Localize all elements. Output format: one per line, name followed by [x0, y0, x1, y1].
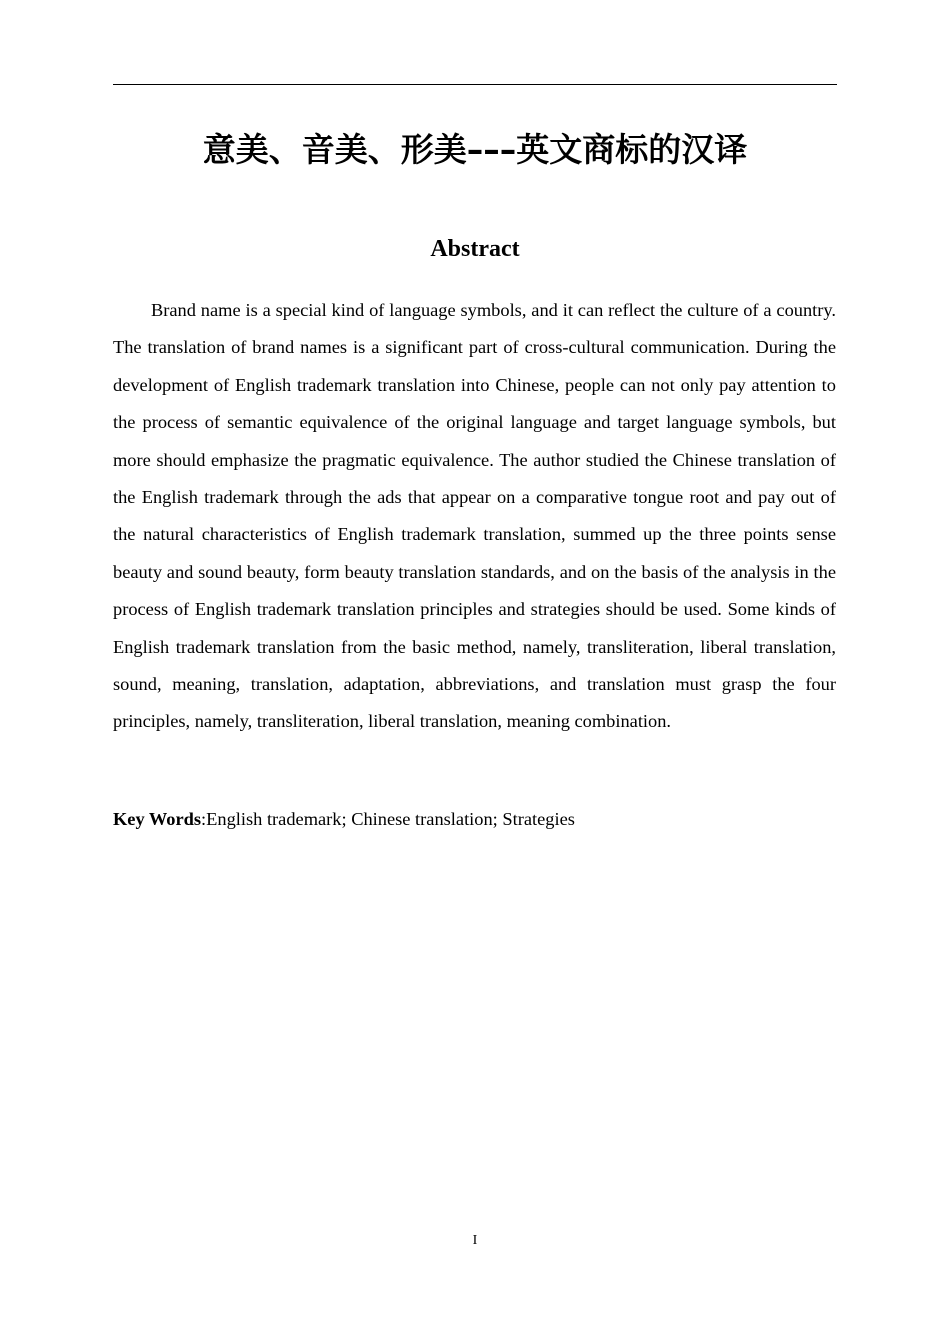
page-title: 意美、音美、形美–––英文商标的汉译 [202, 130, 748, 169]
abstract-heading: Abstract [430, 236, 520, 262]
keywords-text: :English trademark; Chinese translation; Strategies [201, 809, 575, 829]
page-number: I [472, 1233, 478, 1248]
abstract-body: Brand name is a special kind of language symbols, and it can reflect the culture of a country. The translation of brand names is a significant part of cross-cultural communication. During the development of English trademark translation into Chinese, people can not only pay attention to the process of semantic equivalence of the original language and target language symbols, but more should emphasize the pragmatic equivalence. The author studied the Chinese translation of the English trademark through the ads that appear on a comparative tongue root and pay out of the natural characteristics of English trademark translation, summed up the three points sense beauty and sound beauty, form beauty translation standards, and on the basis of the analysis in the process of English trademark translation principles and strategies should be used. Some kinds of English trademark translation from the basic method, namely, transliteration, liberal translation, sound, meaning, translation, adaptation, abbreviations, and translation must grasp the four principles, namely, transliteration, liberal translation, meaning combination. [113, 300, 836, 732]
keywords-label: Key Words [113, 809, 202, 829]
header-rule [113, 84, 837, 85]
keywords-line [113, 801, 837, 838]
